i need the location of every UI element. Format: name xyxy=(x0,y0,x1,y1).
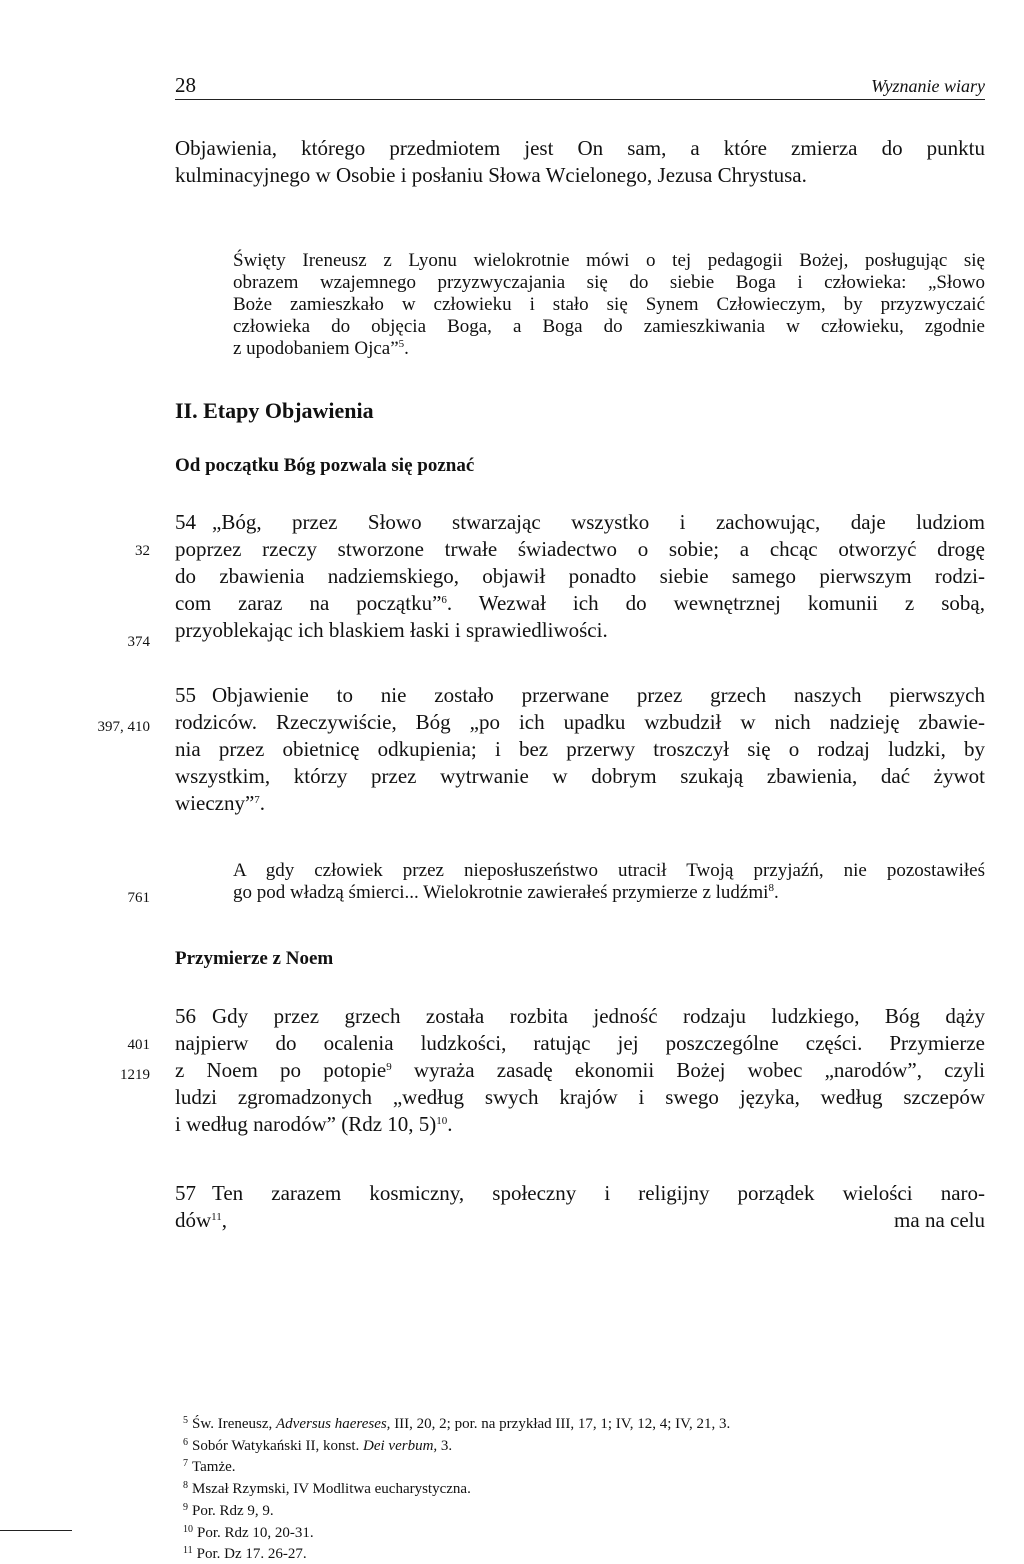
text-span: wyraża zasadę ekonomii Bożej wobec „narodów”, czyli xyxy=(391,1058,985,1082)
margin-ref: 401 xyxy=(127,1037,150,1053)
text-line: poprzez rzeczy stworzone trwałe świadectwo o sobie; a chcąc otworzyć drogę xyxy=(175,537,985,561)
footnote xyxy=(183,1477,983,1499)
text-span: ma na celu xyxy=(894,1208,985,1232)
section-title: Etapy Objawienia xyxy=(203,398,374,423)
quote-line: A gdy człowiek przez nieposłuszeństwo utracił Twoją przyjaźń, nie pozostawiłeś xyxy=(233,860,985,881)
paragraph-number: 54 xyxy=(175,510,196,534)
footnote xyxy=(183,1434,983,1456)
text-line: rodziców. Rzeczywiście, Bóg „po ich upadku wzbudził w nich nadzieję zbawie- xyxy=(175,710,985,734)
footnote-mark: 7 xyxy=(183,1458,188,1470)
quote-line-text: z upodobaniem Ojca” xyxy=(233,338,399,359)
text-line: wszystkim, którzy przez wytrwanie w dobrym szukają zbawienia, dać żywot xyxy=(175,764,985,788)
text-span: Gdy przez grzech została rozbita jedność rodzaju ludzkiego, Bóg dąży xyxy=(212,1004,985,1028)
header-rule xyxy=(175,99,985,100)
text-line xyxy=(175,1180,985,1207)
footnote-ref: 11 xyxy=(211,1211,222,1223)
text-line: Objawienia, którego przedmiotem jest On sam, a które zmierza do punktu xyxy=(175,136,985,160)
footnote-ref: 7 xyxy=(254,794,260,806)
quote-line: z upodobaniem Ojca”$^5$. xyxy=(233,338,409,359)
paragraph-57 xyxy=(175,1180,985,1234)
text-line: nia przez obietnicę odkupienia; i bez przerwy troszczył się o rodzaj ludzki, by xyxy=(175,737,985,761)
paragraph-number: 56 xyxy=(175,1004,196,1028)
footnote-text: Por. Rdz 10, 20-31. xyxy=(197,1524,314,1541)
paragraph-54 xyxy=(175,509,985,644)
text-span: . Wezwał ich do wewnętrznej komunii z sobą, xyxy=(446,591,985,615)
running-title: Wyznanie wiary xyxy=(871,76,985,96)
margin-ref: 761 xyxy=(127,890,150,906)
liturgy-quote xyxy=(233,860,985,904)
footnote-ref: 6 xyxy=(441,594,447,606)
bottom-rule xyxy=(0,1530,72,1531)
margin-ref: 374 xyxy=(127,634,150,650)
margin-ref: 32 xyxy=(135,543,150,559)
text-line xyxy=(175,590,985,617)
footnote-text: Sobór Watykański II, konst. xyxy=(192,1437,364,1454)
text-span: dów xyxy=(175,1208,212,1232)
text-line: przyoblekając ich blaskiem łaski i sprawiedliwości. xyxy=(175,618,608,642)
text-span: wieczny” xyxy=(175,791,255,815)
text-line xyxy=(175,1057,985,1084)
text-line xyxy=(175,1003,985,1030)
page-number: 28 xyxy=(175,73,196,97)
text-line: kulminacyjnego w Osobie i posłaniu Słowa Wcielonego, Jezusa Chrystusa. xyxy=(175,163,807,187)
footnote xyxy=(183,1542,983,1564)
footnote-ref: 8 xyxy=(768,882,774,894)
text-span: , xyxy=(221,1208,228,1232)
subsection-heading: Przymierze z Noem xyxy=(175,948,334,969)
footnote-text: 3. xyxy=(437,1437,453,1454)
footnote-mark: 6 xyxy=(183,1436,188,1448)
footnote-text: III, 20, 2; por. na przykład III, 17, 1; IV, 12, 4; IV, 21, 3. xyxy=(390,1416,731,1432)
footnote-title: Adversus haereses, xyxy=(276,1416,391,1432)
footnote-title: Dei verbum, xyxy=(363,1437,438,1454)
text-line xyxy=(175,509,985,536)
footnote-mark: 10 xyxy=(183,1523,193,1535)
text-line: i według narodów” (Rdz 10, 5)$^{10}$. xyxy=(175,1112,453,1136)
subsection-heading: Od początku Bóg pozwala się poznać xyxy=(175,455,475,476)
text-span: Ten zarazem kosmiczny, społeczny i religijny porządek wielości naro- xyxy=(212,1181,985,1205)
text-span: go pod władzą śmierci... Wielokrotnie zawierałeś przymierze z ludźmi xyxy=(233,882,769,903)
footnote xyxy=(183,1412,983,1434)
footnote-mark: 9 xyxy=(183,1501,188,1513)
paragraph-number: 55 xyxy=(175,683,196,707)
text-line xyxy=(175,1207,985,1234)
text-line: ludzi zgromadzonych „według swych krajów i swego języka, według szczepów xyxy=(175,1085,985,1109)
paragraph-55 xyxy=(175,682,985,817)
footnote xyxy=(183,1455,983,1477)
quote-line: obrazem wzajemnego przyzwyczajania się do siebie Boga i człowieka: „Słowo xyxy=(233,272,985,293)
footnote-text: Mszał Rzymski, IV Modlitwa eucharystyczna. xyxy=(192,1481,471,1498)
footnote-mark: 11 xyxy=(183,1545,193,1557)
footnote-ref: 10 xyxy=(436,1115,448,1127)
intro-paragraph xyxy=(175,135,985,189)
footnote-text: Św. Ireneusz, xyxy=(192,1416,277,1432)
text-span: Objawienie to nie zostało przerwane przez grzech naszych pierwszych xyxy=(212,683,985,707)
margin-ref: 1219 xyxy=(120,1067,150,1083)
paragraph-56 xyxy=(175,1003,985,1138)
margin-ref: 397, 410 xyxy=(97,719,150,735)
paragraph-number: 57 xyxy=(175,1181,196,1205)
footnote xyxy=(183,1521,983,1543)
text-span: com zaraz na początku” xyxy=(175,591,442,615)
footnote-text: Por. Dz 17. 26-27. xyxy=(196,1546,307,1563)
section-number: II. xyxy=(175,398,198,423)
footnote-ref: 5 xyxy=(398,338,405,350)
text-span: i według narodów” (Rdz 10, 5) xyxy=(175,1112,437,1136)
footnote-text: Por. Rdz 9, 9. xyxy=(192,1502,274,1519)
footnotes xyxy=(183,1412,983,1564)
irenaeus-quote xyxy=(233,250,985,360)
quote-line: Święty Ireneusz z Lyonu wielokrotnie mówi o tej pedagogii Bożej, posługując się xyxy=(233,250,985,271)
text-line: wieczny”$^7$. xyxy=(175,791,266,815)
footnote-text: Tamże. xyxy=(192,1459,236,1476)
footnote-mark: 5 xyxy=(183,1415,188,1426)
text-line xyxy=(175,682,985,709)
text-line: do zbawienia nadziemskiego, objawił ponadto siebie samego pierwszym rodzi- xyxy=(175,564,985,588)
quote-line: człowieka do objęcia Boga, a Boga do zamieszkiwania w człowieku, zgodnie xyxy=(233,316,985,337)
footnote-ref: 9 xyxy=(386,1061,392,1073)
text-span: „Bóg, przez Słowo stwarzając wszystko i zachowując, daje ludziom xyxy=(212,510,985,534)
footnote-mark: 8 xyxy=(183,1480,188,1492)
section-heading xyxy=(175,398,374,424)
quote-line: Boże zamieszkało w człowieku i stało się Synem Człowieczym, by przyzwyczaić xyxy=(233,294,985,315)
text-span: z Noem po potopie xyxy=(175,1058,387,1082)
footnote xyxy=(183,1499,983,1521)
quote-line: go pod władzą śmierci... Wielokrotnie zawierałeś przymierze z ludźmi$^8$. xyxy=(233,882,779,903)
text-line: najpierw do ocalenia ludzkości, ratując jej poszczególne części. Przymierze xyxy=(175,1031,985,1055)
